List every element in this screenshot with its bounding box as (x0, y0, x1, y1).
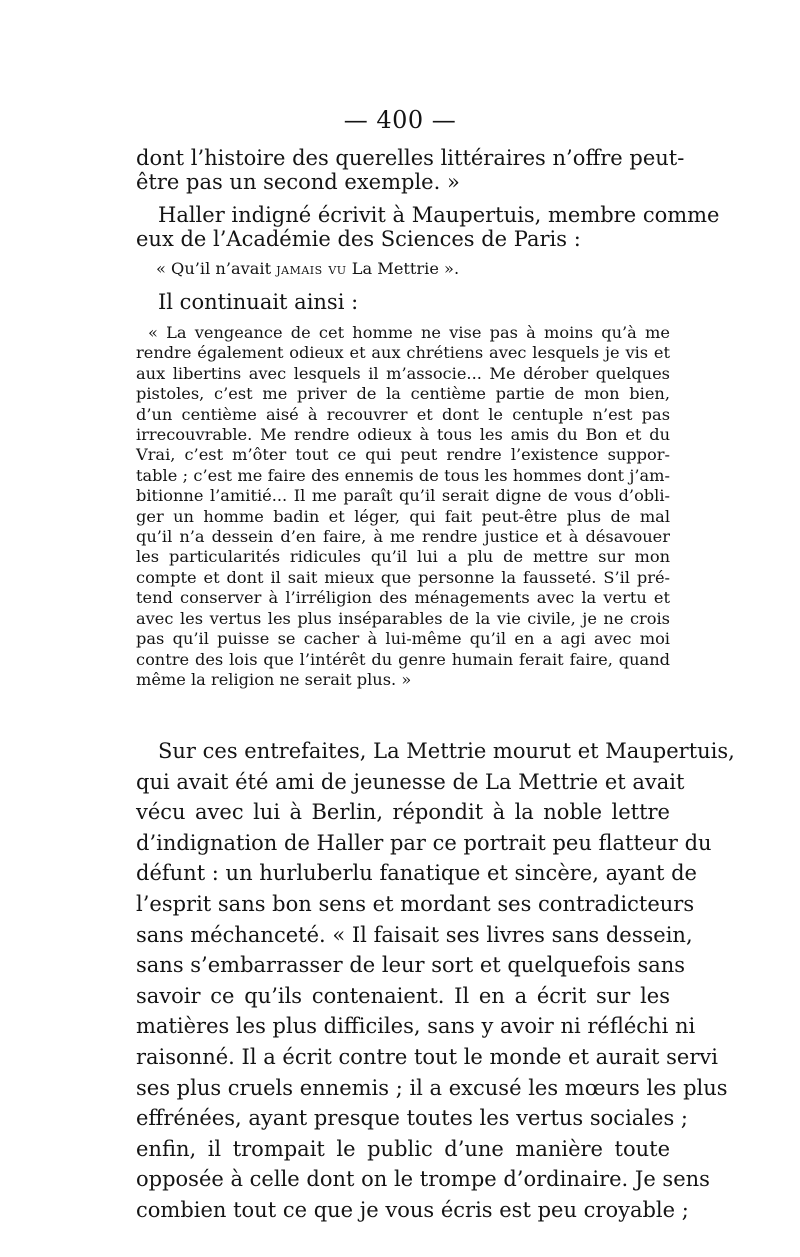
quote-line: table ; c’est me faire des ennemis de tous les hommes dont j’am- (136, 465, 670, 485)
text-line: effrénées, ayant presque toutes les vertus sociales ; (136, 1106, 688, 1131)
paragraph-haller (136, 203, 720, 251)
text-line: sans méchanceté. « Il faisait ses livres sans dessein, (136, 922, 693, 947)
text-line: ses plus cruels ennemis ; il a excusé les mœurs les plus (136, 1075, 728, 1100)
quote-text-after: La Mettrie ». (346, 259, 460, 278)
text-line: combien tout ce que je vous écris est peu croyable ; (136, 1197, 689, 1222)
text-line: raisonné. Il a écrit contre tout le monde et aurait servi (136, 1044, 718, 1069)
text-line: qui avait été ami de jeunesse de La Mettrie et avait (136, 769, 685, 794)
quote-line: aux libertins avec lesquels il m’associe... Me dérober quelques (136, 363, 670, 383)
quote-short (136, 259, 670, 279)
text-line: vécu avec lui à Berlin, répondit à la noble lettre (136, 800, 670, 825)
text-line: défunt : un hurluberlu fanatique et sincère, ayant de (136, 861, 697, 886)
quote-emphasis: jamais vu (276, 259, 347, 278)
quote-line: irrecouvrable. Me rendre odieux à tous les amis du Bon et du (136, 425, 670, 445)
paragraph-continuait (136, 290, 670, 314)
text-line: opposée à celle dont on le trompe d’ordinaire. Je sens (136, 1167, 710, 1192)
quote-line: d’un centième aisé à recouvrer et dont le centuple n’est pas (136, 404, 670, 424)
text-line: être pas un second exemple. » (136, 170, 460, 194)
quote-line: bitionne l’amitié... Il me paraît qu’il serait digne de vous d’obli- (136, 486, 670, 506)
quote-text-before: « Qu’il n’avait (156, 259, 277, 278)
quote-line: tend conserver à l’irréligion des ménagements avec la vertu et (136, 588, 670, 608)
text-line: eux de l’Académie des Sciences de Paris : (136, 227, 581, 251)
quote-line: rendre également odieux et aux chrétiens avec lesquels je vis et (136, 343, 670, 363)
quote-line: « La vengeance de cet homme ne vise pas à moins qu’à me (148, 323, 670, 342)
quote-line: même la religion ne serait plus. » (136, 669, 412, 689)
text-line: dont l’histoire des querelles littéraires n’offre peut- (136, 146, 685, 170)
page-number: — 400 — (343, 106, 457, 134)
quote-line: pas qu’il puisse se cacher à lui-même qu’il en a agi avec moi (136, 629, 670, 649)
text-line: Il continuait ainsi : (158, 290, 359, 314)
text-line: Haller indigné écrivit à Maupertuis, membre comme (158, 203, 720, 227)
text-line: Sur ces entrefaites, La Mettrie mourut et Maupertuis, (158, 739, 735, 763)
quote-line: qu’il n’a dessein d’en faire, à me rendre justice et à désavouer (136, 527, 670, 547)
text-line: matières les plus difficiles, sans y avoir ni réfléchi ni (136, 1014, 696, 1039)
quote-line: les particularités ridicules qu’il lui a plu de mettre sur mon (136, 547, 670, 567)
quote-line (136, 259, 670, 279)
quote-line: compte et dont il sait mieux que personne la fausseté. S’il pré- (136, 567, 670, 587)
text-line: l’esprit sans bon sens et mordant ses contradicteurs (136, 891, 695, 916)
quote-letter (136, 323, 670, 690)
text-line: enfin, il trompait le public d’une manière toute (136, 1136, 670, 1161)
text-line: d’indignation de Haller par ce portrait peu flatteur du (136, 830, 712, 855)
quote-line: contre des lois que l’intérêt du genre humain ferait faire, quand (136, 649, 670, 669)
text-line: savoir ce qu’ils contenaient. Il en a écrit sur les (136, 983, 670, 1008)
paragraph-maupertuis (136, 736, 735, 1226)
quote-line: Vrai, c’est m’ôter tout ce qui peut rendre l’existence suppor- (136, 445, 670, 465)
paragraph-continuation (136, 146, 685, 194)
text-line: sans s’embarrasser de leur sort et quelquefois sans (136, 953, 686, 978)
quote-line: ger un homme badin et léger, qui fait peut-être plus de mal (136, 506, 670, 526)
quote-line: pistoles, c’est me priver de la centième partie de mon bien, (136, 384, 670, 404)
quote-line: avec les vertus les plus inséparables de la vie civile, je ne crois (136, 608, 670, 628)
